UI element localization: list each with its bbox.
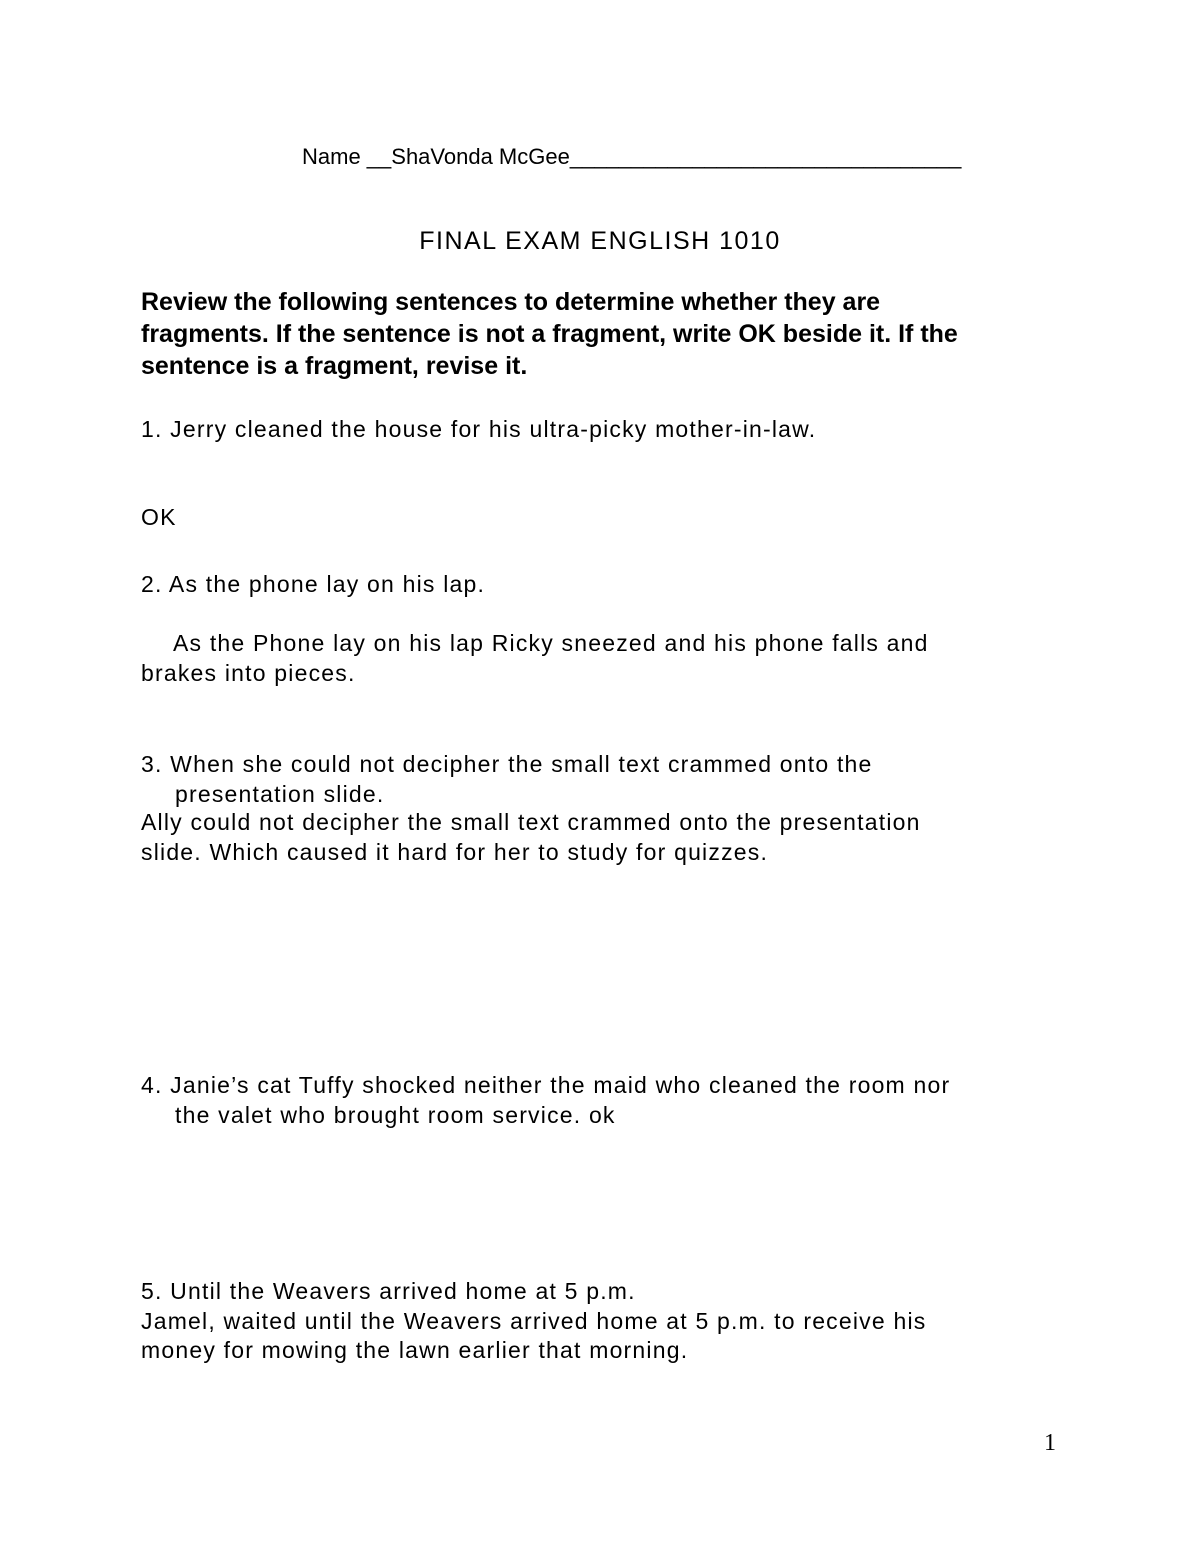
question-3-prompt-line: presentation slide.	[175, 781, 385, 807]
question-2-prompt: 2. As the phone lay on his lap.	[141, 571, 486, 597]
question-2-answer-line: brakes into pieces.	[141, 660, 356, 686]
question-3-answer-line: Ally could not decipher the small text crammed onto the presentation	[141, 809, 921, 835]
exam-title: FINAL EXAM ENGLISH 1010	[419, 227, 781, 255]
instructions-line: Review the following sentences to determine whether they are	[141, 288, 881, 316]
question-5-prompt: 5. Until the Weavers arrived home at 5 p.m.	[141, 1278, 636, 1304]
question-1-answer: OK	[141, 504, 177, 530]
instructions	[141, 286, 1081, 382]
question-3-prompt-line: 3. When she could not decipher the small text crammed onto the	[141, 751, 873, 777]
question-3-answer-line: slide. Which caused it hard for her to study for quizzes.	[141, 839, 769, 865]
question-5-answer-line: money for mowing the lawn earlier that morning.	[141, 1337, 689, 1363]
page-number: 1	[1044, 1430, 1056, 1456]
instructions-line: sentence is a fragment, revise it.	[141, 352, 528, 380]
instructions-line: fragments. If the sentence is not a fragment, write OK beside it. If the	[141, 320, 958, 348]
student-name-line: Name __ShaVonda McGee________________________________	[302, 144, 962, 169]
question-1-prompt: 1. Jerry cleaned the house for his ultra-picky mother-in-law.	[141, 416, 817, 442]
question-4-prompt-line: 4. Janie’s cat Tuffy shocked neither the maid who cleaned the room nor	[141, 1072, 951, 1098]
question-5-answer-line: Jamel, waited until the Weavers arrived home at 5 p.m. to receive his	[141, 1308, 927, 1334]
question-2-answer-line: As the Phone lay on his lap Ricky sneezed and his phone falls and	[173, 630, 929, 656]
question-4-prompt-line: the valet who brought room service. ok	[175, 1102, 616, 1128]
